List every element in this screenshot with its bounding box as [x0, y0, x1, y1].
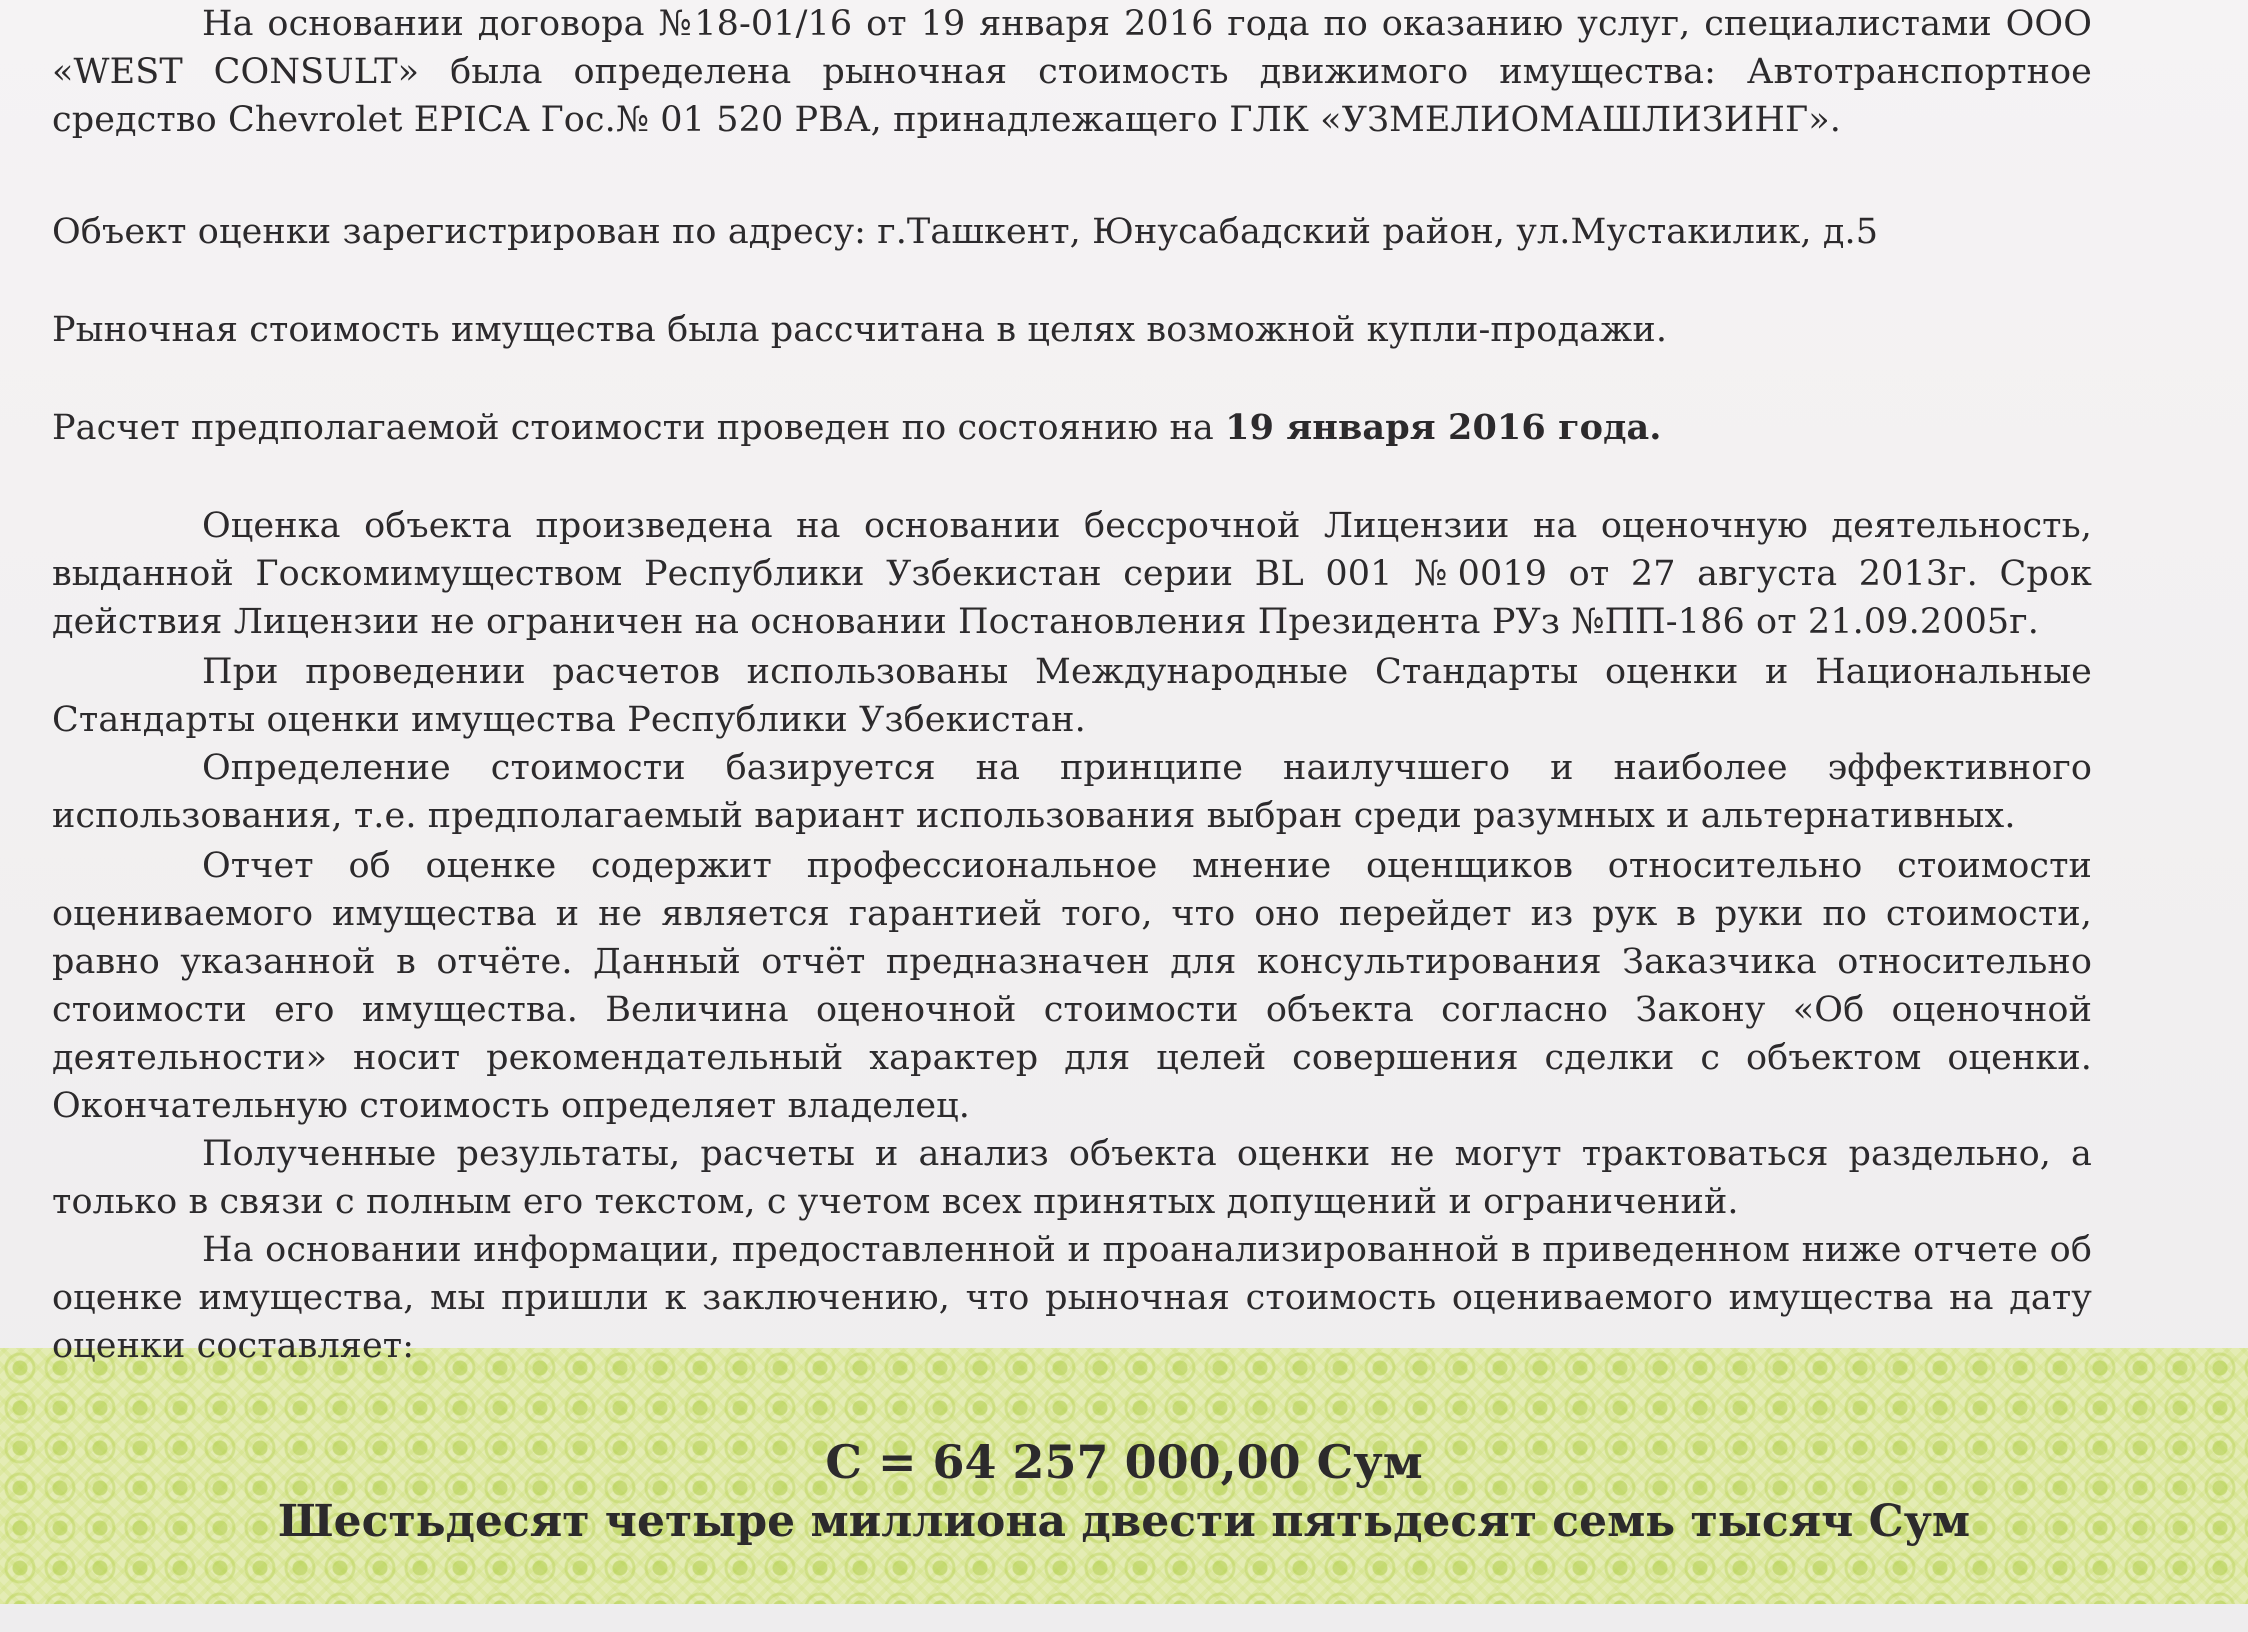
paragraph-contract: На основании договора №18-01/16 от 19 января 2016 года по оказанию услуг, специалистами ООО «WEST CONSULT» была определена рыночная стоимость движимого имущества: Автотранспортное средство Chevrolet EPICA Гос.№ 01 520 РВА, принадлежащего ГЛК «УЗМЕЛИОМАШЛИЗИНГ».	[52, 4, 2092, 140]
paragraph-conclusion: На основании информации, предоставленной и проанализированной в приведенном ниже отчете об оценке имущества, мы пришли к заключению, что рыночная стоимость оцениваемого имущества на дату оценки составляет:	[52, 1230, 2092, 1366]
paragraph-standards: При проведении расчетов использованы Международные Стандарты оценки и Национальные Стандарты оценки имущества Республики Узбекистан.	[52, 652, 2092, 740]
paragraph-license: Оценка объекта произведена на основании бессрочной Лицензии на оценочную деятельность, выданной Госкомимуществом Республики Узбекистан серии BL 001 №0019 от 27 августа 2013г. Срок действия Лицензии не ограничен на основании Постановления Президента РУз №ПП-186 от 21.09.2005г.	[52, 506, 2092, 642]
paragraph-address: Объект оценки зарегистрирован по адресу: г.Ташкент, Юнусабадский район, ул.Мустакилик, д.5	[52, 212, 1879, 252]
paragraph-opinion: Отчет об оценке содержит профессиональное мнение оценщиков относительно стоимости оцениваемого имущества и не является гарантией того, что оно перейдет из рук в руки по стоимости, равно указанной в отчёте. Данный отчёт предназначен для консультирования Заказчика относительно стоимости его имущества. Величина оценочной стоимости объекта согласно Закону «Об оценочной деятельности» носит рекомендательный характер для целей совершения сделки с объектом оценки. Окончательную стоимость определяет владелец.	[52, 846, 2092, 1126]
market-value-in-words: Шестьдесят четыре миллиона двести пятьдесят семь тысяч Сум	[277, 1496, 1971, 1547]
paragraph-purpose: Рыночная стоимость имущества была рассчитана в целях возможной купли-продажи.	[52, 310, 1668, 350]
valuation-date-prefix: Расчет предполагаемой стоимости проведен по состоянию на	[52, 408, 1226, 448]
paragraph-valuation-date	[52, 404, 2092, 452]
paragraph-results: Полученные результаты, расчеты и анализ объекта оценки не могут трактоваться раздельно, а только в связи с полным его текстом, с учетом всех принятых допущений и ограничений.	[52, 1134, 2092, 1222]
paragraph-principle: Определение стоимости базируется на принципе наилучшего и наиболее эффективного использования, т.е. предполагаемый вариант использования выбран среди разумных и альтернативных.	[52, 748, 2092, 836]
market-value-amount: С = 64 257 000,00 Сум	[825, 1435, 1423, 1489]
valuation-date-value: 19 января 2016 года.	[1225, 407, 1662, 448]
